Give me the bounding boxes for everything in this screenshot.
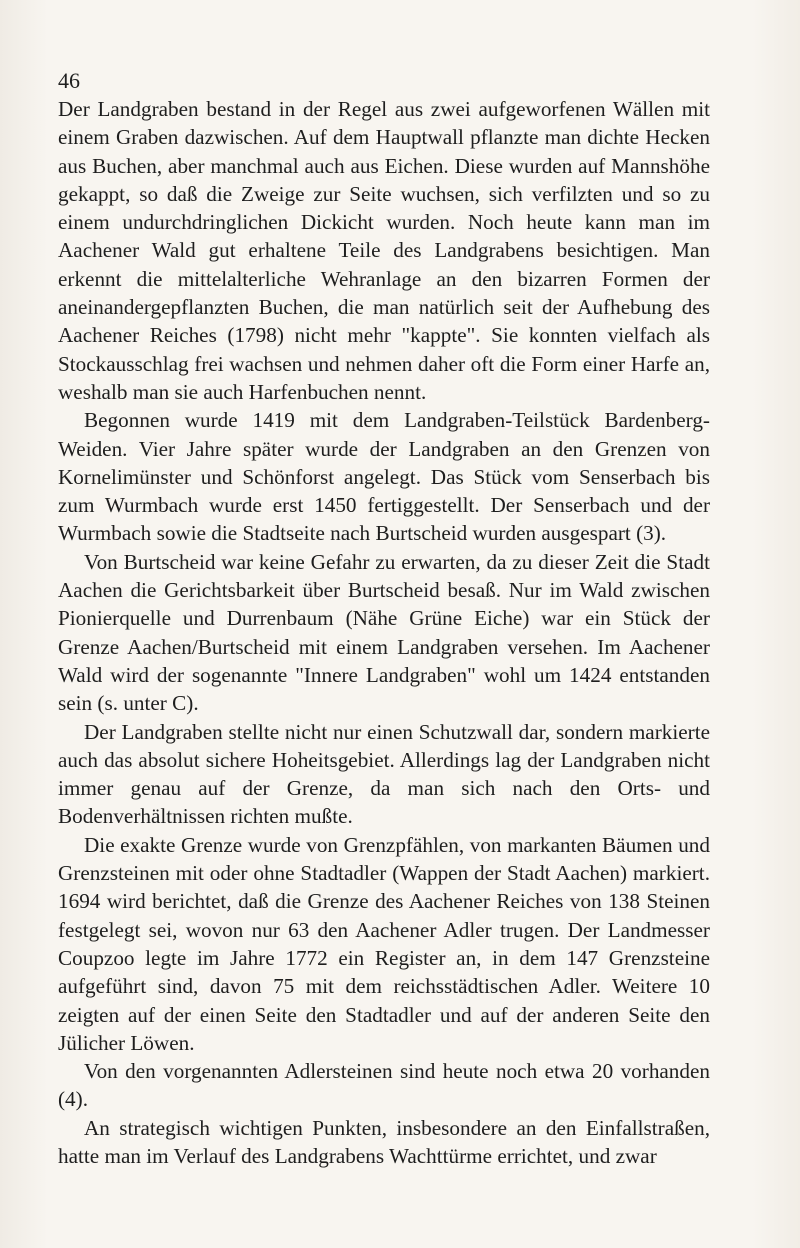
paragraph-eagle-stones: Von den vorgenannten Adlersteinen sind heute noch etwa 20 vorhanden (4).	[58, 1059, 710, 1112]
paragraph-construction-history: Begonnen wurde 1419 mit dem Landgraben-Teilstück Bardenberg-Weiden. Vier Jahre später wurde der Landgraben an den Grenzen von Kornelimünster und Schönforst angelegt. Das Stück vom Senserbach bis zum Wurmbach wurde erst 1450 fertiggestellt. Der Senserbach und der Wurmbach sowie die Stadtseite nach Burtscheid wurden ausgespart (3).	[58, 408, 710, 546]
paragraph-protective-wall: Der Landgraben stellte nicht nur einen Schutzwall dar, sondern markierte auch das absolut sichere Hoheitsgebiet. Allerdings lag der Landgraben nicht immer genau auf der Grenze, da man sich nach den Orts- und Bodenverhältnissen richten mußte.	[58, 719, 710, 829]
page-number: 46	[58, 68, 80, 93]
body-text	[58, 95, 710, 1170]
paragraph-landgraben-description: Der Landgraben bestand in der Regel aus zwei aufgeworfenen Wällen mit einem Graben dazwischen. Auf dem Hauptwall pflanzte man dichte Hecken aus Buchen, aber manchmal auch aus Eichen. Diese wurden auf Mannshöhe gekappt, so daß die Zweige zur Seite wuchsen, sich verfilzten und so zu einem undurchdringlichen Dickicht wurden. Noch heute kann man im Aachener Wald gut erhaltene Teile des Landgrabens besichtigen. Man erkennt die mittelalterliche Wehranlage an den bizarren Formen der aneinandergepflanzten Buchen, die man natürlich seit der Aufhebung des Aachener Reiches (1798) nicht mehr "kappte". Sie konnten vielfach als Stockausschlag frei wachsen und nehmen daher oft die Form einer Harfe an, weshalb man sie auch Harfenbuchen nennt.	[58, 97, 710, 404]
paragraph-border-stones: Die exakte Grenze wurde von Grenzpfählen, von markanten Bäumen und Grenzsteinen mit oder ohne Stadtadler (Wappen der Stadt Aachen) markiert. 1694 wird berichtet, daß die Grenze des Aachener Reiches von 138 Steinen festgelegt sei, wovon nur 63 den Aachener Adler trugen. Der Landmesser Coupzoo legte im Jahre 1772 ein Register an, in dem 147 Grenzsteine aufgeführt sind, davon 75 mit dem reichsstädtischen Adler. Weitere 10 zeigten auf der einen Seite den Stadtadler und auf der anderen Seite den Jülicher Löwen.	[58, 832, 710, 1055]
paragraph-burtscheid: Von Burtscheid war keine Gefahr zu erwarten, da zu dieser Zeit die Stadt Aachen die Gerichtsbarkeit über Burtscheid besaß. Nur im Wald zwischen Pionierquelle und Durrenbaum (Nähe Grüne Eiche) war ein Stück der Grenze Aachen/Burtscheid mit einem Landgraben versehen. Im Aachener Wald wird der sogenannte "Innere Landgraben" wohl um 1424 entstanden sein (s. unter C).	[58, 549, 710, 716]
paragraph-watchtowers: An strategisch wichtigen Punkten, insbesondere an den Einfallstraßen, hatte man im Verlauf des Landgrabens Wachttürme errichtet, und zwar	[58, 1115, 710, 1168]
